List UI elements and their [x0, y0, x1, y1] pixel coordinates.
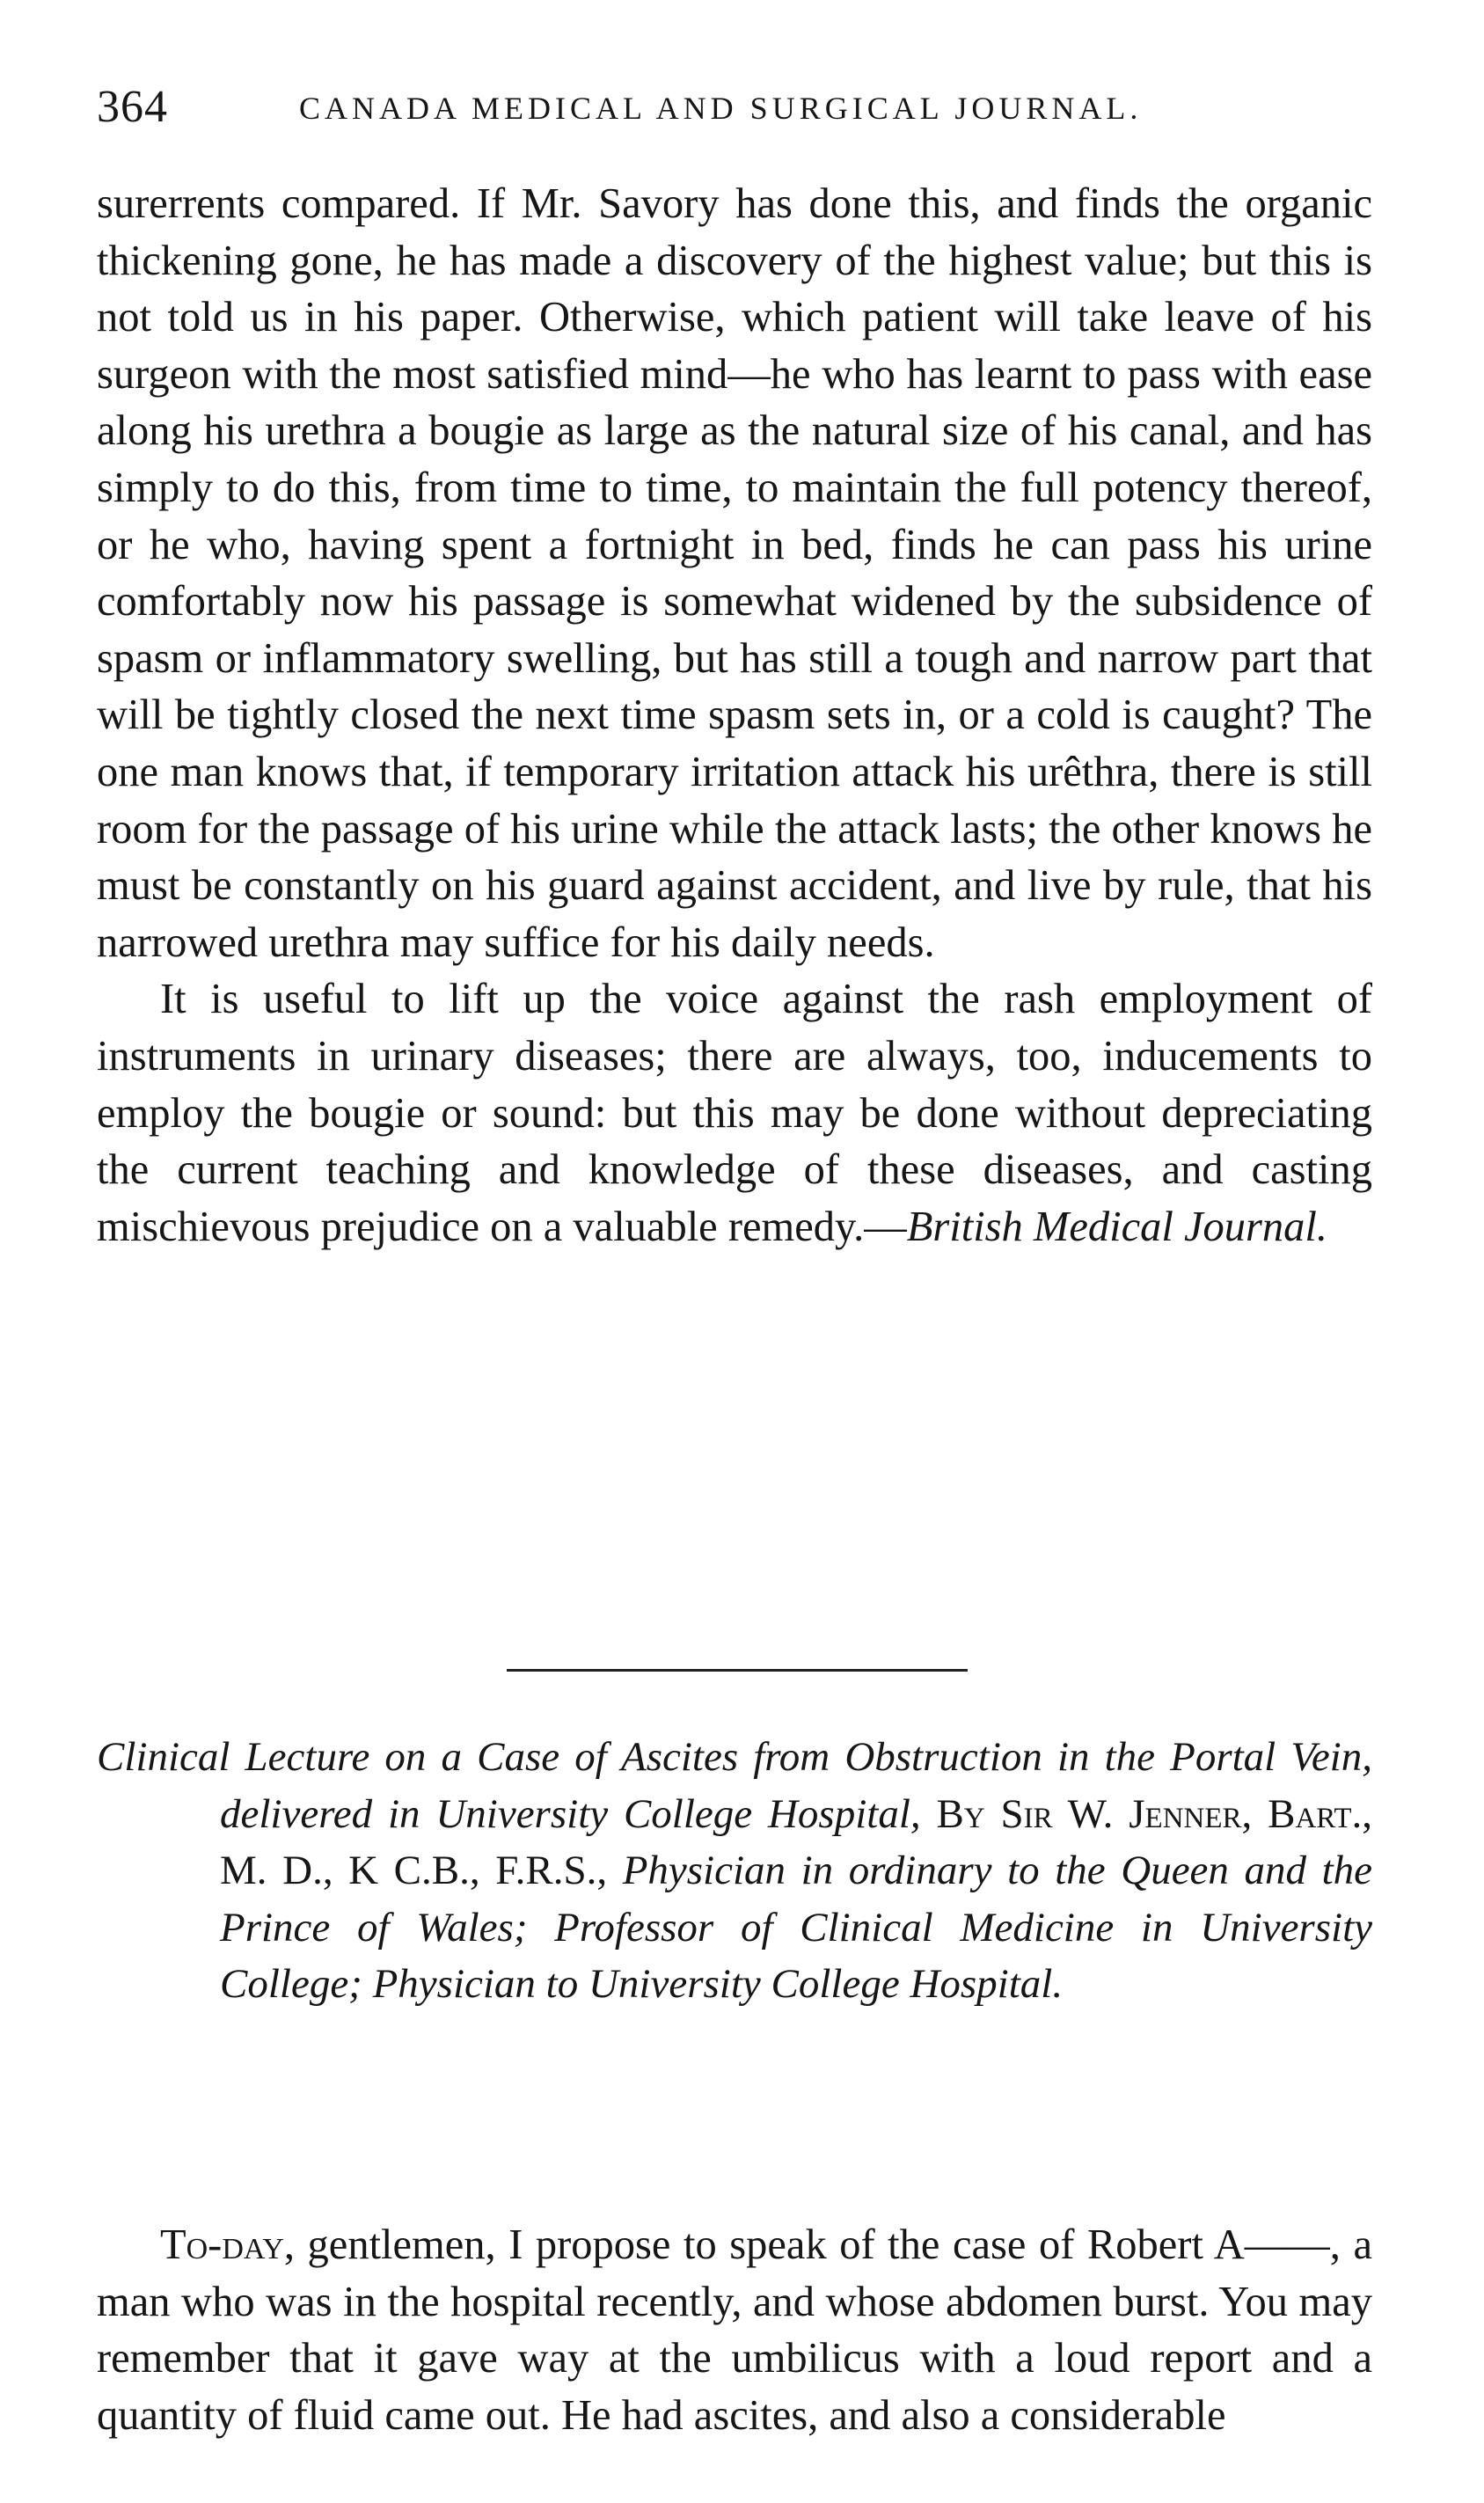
running-head: CANADA MEDICAL AND SURGICAL JOURNAL.	[299, 91, 1143, 126]
lecture-author: By Sir W. Jenner, Bart., M. D., K C.B., F.R.S.,	[220, 1790, 1372, 1894]
article-continuation	[97, 176, 1372, 1255]
opening-word: To-day,	[160, 2221, 295, 2268]
lecture-heading	[97, 1729, 1372, 2013]
section-divider	[507, 1669, 968, 1672]
lecture-body	[97, 2217, 1372, 2444]
lecture-title: Clinical Lecture on a Case of Ascites from Obstruction in the Portal Vein, delivered in University College Hospital,	[97, 1734, 1372, 1837]
source-citation: British Medical Journal.	[906, 1203, 1327, 1250]
lecture-paragraph-1-text: gentlemen, I propose to speak of the case of Robert A——, a man who was in the hospital recently, and whose abdomen burst. You may remember that it gave way at the umbilicus with a loud report and a quantity of fluid came out. He had ascites, and also a considerable	[97, 2221, 1372, 2439]
lecture-paragraph-1	[97, 2217, 1372, 2444]
article-paragraph-2-text: It is useful to lift up the voice against the rash employment of instruments in urinary diseases; there are always, too, inducements to employ the bougie or sound: but this may be done without depreciating the current teaching and knowledge of these diseases, and casting mischievous prejudice on a valuable remedy.—	[97, 976, 1372, 1250]
page-header	[97, 81, 1372, 134]
page-number: 364	[97, 82, 168, 132]
article-paragraph-2	[97, 971, 1372, 1255]
article-paragraph-1: surerrents compared. If Mr. Savory has done this, and finds the organic thickening gone, he has made a discovery of the highest value; but this is not told us in his paper. Otherwise, which patient will take leave of his surgeon with the most satisfied mind—he who has learnt to pass with ease along his urethra a bougie as large as the natural size of his canal, and has simply to do this, from time to time, to maintain the full potency thereof, or he who, having spent a fortnight in bed, finds he can pass his urine comfortably now his passage is somewhat widened by the subsidence of spasm or inflammatory swelling, but has still a tough and narrow part that will be tightly closed the next time spasm sets in, or a cold is caught? The one man knows that, if temporary irritation attack his urêthra, there is still room for the passage of his urine while the attack lasts; the other knows he must be constantly on his guard against accident, and live by rule, that his narrowed urethra may suffice for his daily needs.	[97, 180, 1372, 966]
author-credentials: Physician in ordinary to the Queen and the Prince of Wales; Professor of Clinical Medicine in University College; Physician to University College Hospital.	[220, 1848, 1373, 2008]
